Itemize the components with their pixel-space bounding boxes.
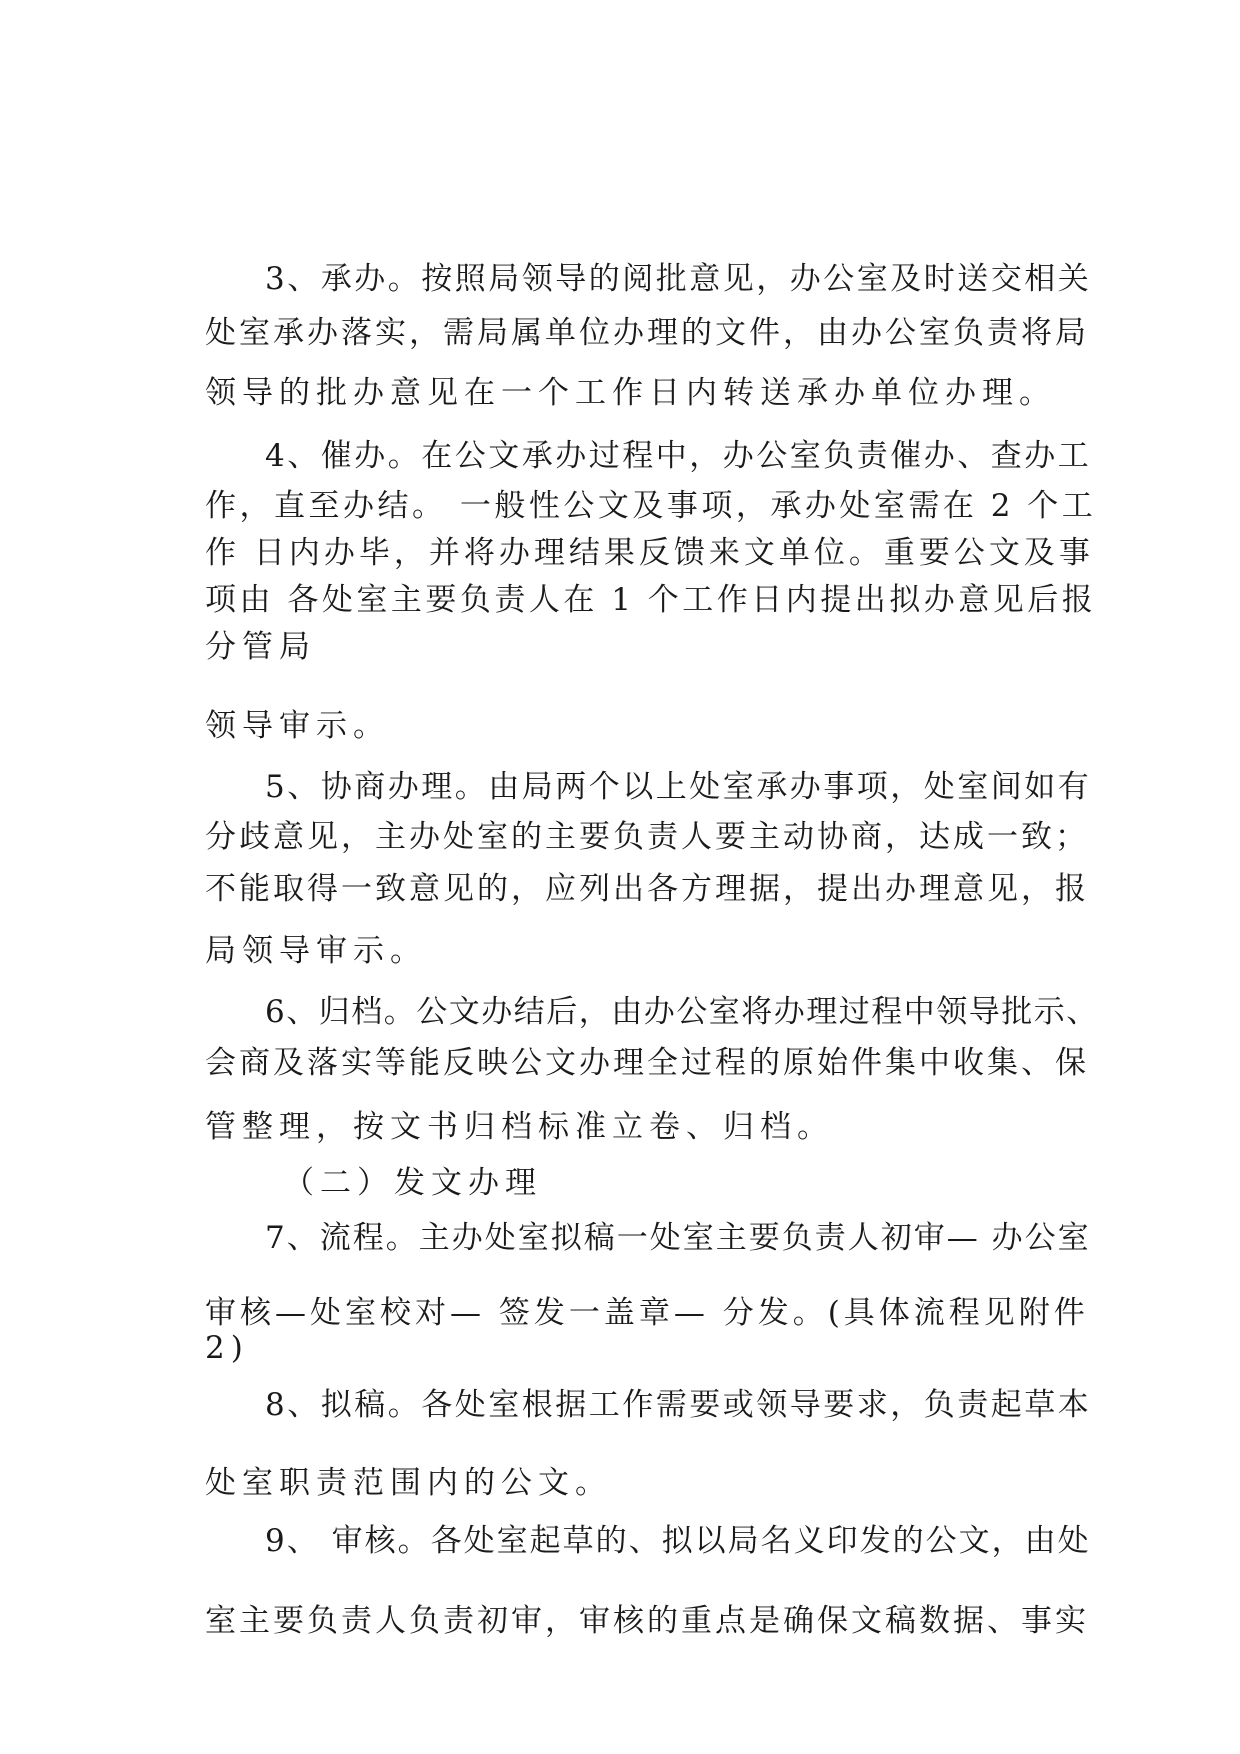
text-line: 9、 审核。各处室起草的、拟以局名义印发的公文，由处 xyxy=(265,1523,1091,1559)
text-line: 审核—处室校对— 签发一盖章— 分发。(具体流程见附件 xyxy=(205,1295,1089,1331)
text-line: 5、协商办理。由局两个以上处室承办事项，处室间如有 xyxy=(265,769,1092,805)
text-line: 2) xyxy=(205,1330,249,1366)
text-line: 领导的批办意见在一个工作日内转送承办单位办理。 xyxy=(205,375,1056,411)
text-line: 处室承办落实，需局属单位办理的文件，由办公室负责将局 xyxy=(205,315,1089,351)
text-line: 领导审示。 xyxy=(205,708,390,744)
text-line: 3、承办。按照局领导的阅批意见，办公室及时送交相关 xyxy=(265,261,1092,297)
text-line: 6、归档。公文办结后，由办公室将办理过程中领导批示、 xyxy=(265,994,1099,1030)
text-line: 不能取得一致意见的，应列出各方理据，提出办理意见，报 xyxy=(205,871,1089,907)
text-line: 作，直至办结。 一般性公文及事项，承办处室需在 2 个工 xyxy=(205,488,1097,524)
text-line: 处室职责范围内的公文。 xyxy=(205,1465,612,1501)
section-heading: （二）发文办理 xyxy=(283,1165,542,1201)
text-line: 项由 各处室主要负责人在 1 个工作日内提出拟办意见后报 xyxy=(205,582,1097,618)
text-line: 分管局 xyxy=(205,629,316,665)
text-line: 7、流程。主办处室拟稿一处室主要负责人初审— 办公室 xyxy=(265,1220,1091,1256)
text-line: 4、催办。在公文承办过程中，办公室负责催办、查办工 xyxy=(265,438,1092,474)
text-line: 作 日内办毕，并将办理结果反馈来文单位。重要公文及事 xyxy=(205,535,1094,571)
text-line: 室主要负责人负责初审，审核的重点是确保文稿数据、事实 xyxy=(205,1603,1089,1639)
text-line: 分歧意见，主办处室的主要负责人要主动协商，达成一致； xyxy=(205,819,1089,855)
text-line: 8、拟稿。各处室根据工作需要或领导要求，负责起草本 xyxy=(265,1387,1092,1423)
text-line: 管整理，按文书归档标准立卷、归档。 xyxy=(205,1109,834,1145)
text-line: 会商及落实等能反映公文办理全过程的原始件集中收集、保 xyxy=(205,1045,1089,1081)
text-line: 局领导审示。 xyxy=(205,933,427,969)
